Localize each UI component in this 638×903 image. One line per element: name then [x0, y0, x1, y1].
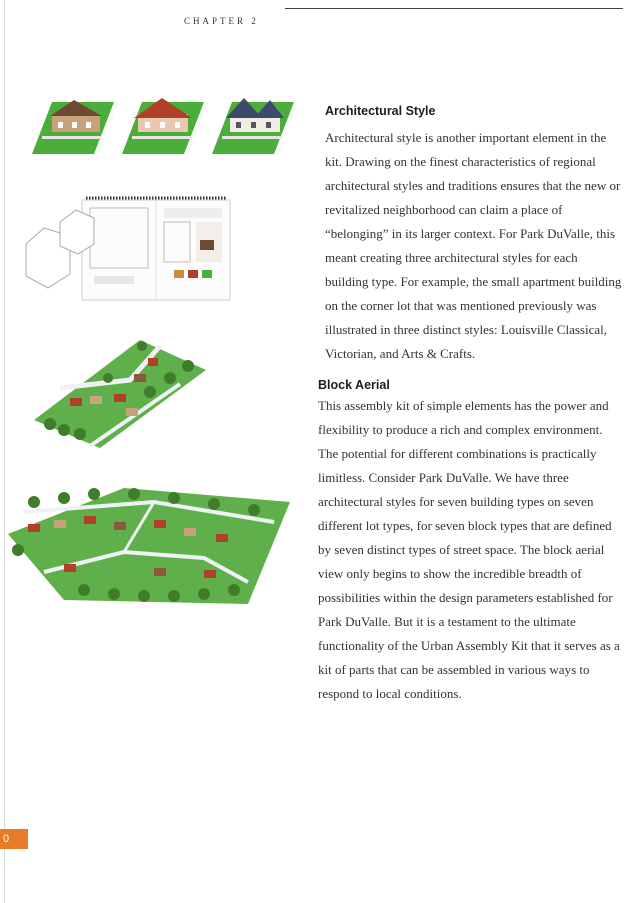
house-style-victorian — [122, 98, 208, 154]
section-block-aerial — [310, 378, 622, 706]
block-aerial-large — [4, 472, 294, 612]
header-rule — [285, 8, 623, 9]
house-style-louisville-classical — [32, 100, 118, 154]
house-style-arts-and-crafts — [212, 98, 298, 154]
section-architectural-style — [310, 104, 622, 366]
architectural-style-illustrations — [22, 92, 307, 160]
block-aerial-small — [30, 338, 210, 450]
section-heading: Architectural Style — [325, 104, 436, 118]
section-heading: Block Aerial — [318, 378, 390, 392]
page-edge — [4, 0, 5, 903]
chapter-label: CHAPTER 2 — [184, 16, 259, 26]
text-column — [310, 104, 622, 706]
section-body: This assembly kit of simple elements has the power and flexibility to produce a rich and complex environment. The potential for different combinations is practically limitless. Consider Park DuValle. We have three architectural styles for seven building types on seven different lot types, for seven block types that are defined by seven distinct types of street space. The block aerial view only begins to show the incredible breadth of possibilities within the design parameters established for Park DuValle. But it is a testament to the ultimate functionality of the Urban Assembly Kit that it serves as a kit of parts that can be assembled in various ways to respond to local conditions. — [318, 398, 620, 701]
section-body: Architectural style is another important element in the kit. Drawing on the finest characteristics of regional architectural styles and traditions ensures that the new or revitalized neighborhood can claim a place of “belonging” in its larger context. For Park DuValle, this meant creating three architectural styles for each building type. For example, the small apartment building on the corner lot that was mentioned previously was illustrated in three distinct styles: Louisville Classical, Victorian, and Arts & Crafts. — [325, 130, 622, 361]
page-number: 0 — [0, 829, 28, 849]
pattern-book-spread — [24, 192, 234, 304]
